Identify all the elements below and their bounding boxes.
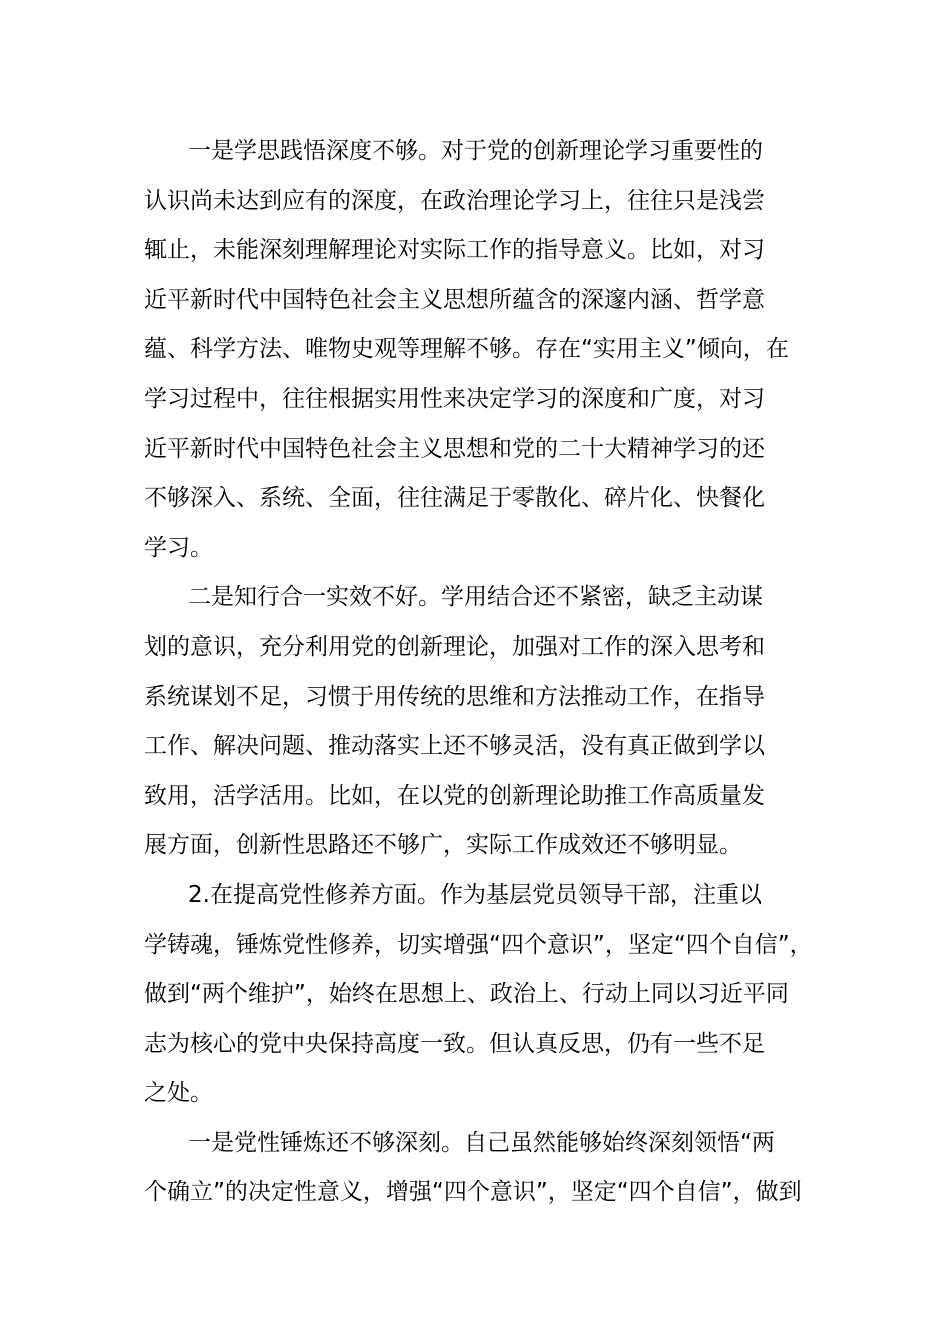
text-line: 学铸魂，锤炼党性修养，切实增强“四个意识”，坚定“四个自信”， <box>144 931 813 958</box>
text-line: 辄止，未能深刻理解理论对实际工作的指导意义。比如，对习 <box>144 237 765 264</box>
paragraph-party-tempering <box>144 1119 824 1218</box>
text-line: 志为核心的党中央保持高度一致。但认真反思，仍有一些不足 <box>144 1030 765 1057</box>
text-line: 2.在提高党性修养方面。作为基层党员领导干部，注重以 <box>188 881 762 908</box>
text-line: 蕴、科学方法、唯物史观等理解不够。存在“实用主义”倾向，在 <box>144 336 789 363</box>
paragraph-knowledge-action <box>144 573 824 871</box>
paragraph-study-depth <box>144 127 824 573</box>
text-line: 展方面，创新性思路还不够广，实际工作成效还不够明显。 <box>144 832 742 859</box>
text-line: 近平新时代中国特色社会主义思想和党的二十大精神学习的还 <box>144 435 765 462</box>
paragraph-party-spirit <box>144 871 824 1119</box>
text-line: 一是党性锤炼还不够深刻。自己虽然能够始终深刻领悟“两 <box>188 1129 775 1156</box>
text-line: 二是知行合一实效不好。学用结合还不紧密，缺乏主动谋 <box>188 584 763 611</box>
text-line: 工作、解决问题、推动落实上还不够灵活，没有真正做到学以 <box>144 733 765 760</box>
text-line: 近平新时代中国特色社会主义思想所蕴含的深邃内涵、哲学意 <box>144 286 765 313</box>
text-line: 认识尚未达到应有的深度，在政治理论学习上，往往只是浅尝 <box>144 187 765 214</box>
text-line: 一是学思践悟深度不够。对于党的创新理论学习重要性的 <box>188 138 763 164</box>
text-line: 划的意识，充分利用党的创新理论，加强对工作的深入思考和 <box>144 633 765 660</box>
text-line: 学习。 <box>144 534 213 561</box>
text-line: 个确立”的决定性意义，增强“四个意识”，坚定“四个自信”，做到 <box>144 1179 802 1206</box>
document-body <box>144 127 824 1218</box>
text-line: 致用，活学活用。比如，在以党的创新理论助推工作高质量发 <box>144 782 765 809</box>
text-line: 之处。 <box>144 1080 213 1107</box>
text-line: 系统谋划不足，习惯于用传统的思维和方法推动工作，在指导 <box>144 683 765 710</box>
text-line: 不够深入、系统、全面，往往满足于零散化、碎片化、快餐化 <box>144 485 765 512</box>
text-line: 学习过程中，往往根据实用性来决定学习的深度和广度，对习 <box>144 385 765 412</box>
text-line: 做到“两个维护”，始终在思想上、政治上、行动上同以习近平同 <box>144 981 789 1008</box>
